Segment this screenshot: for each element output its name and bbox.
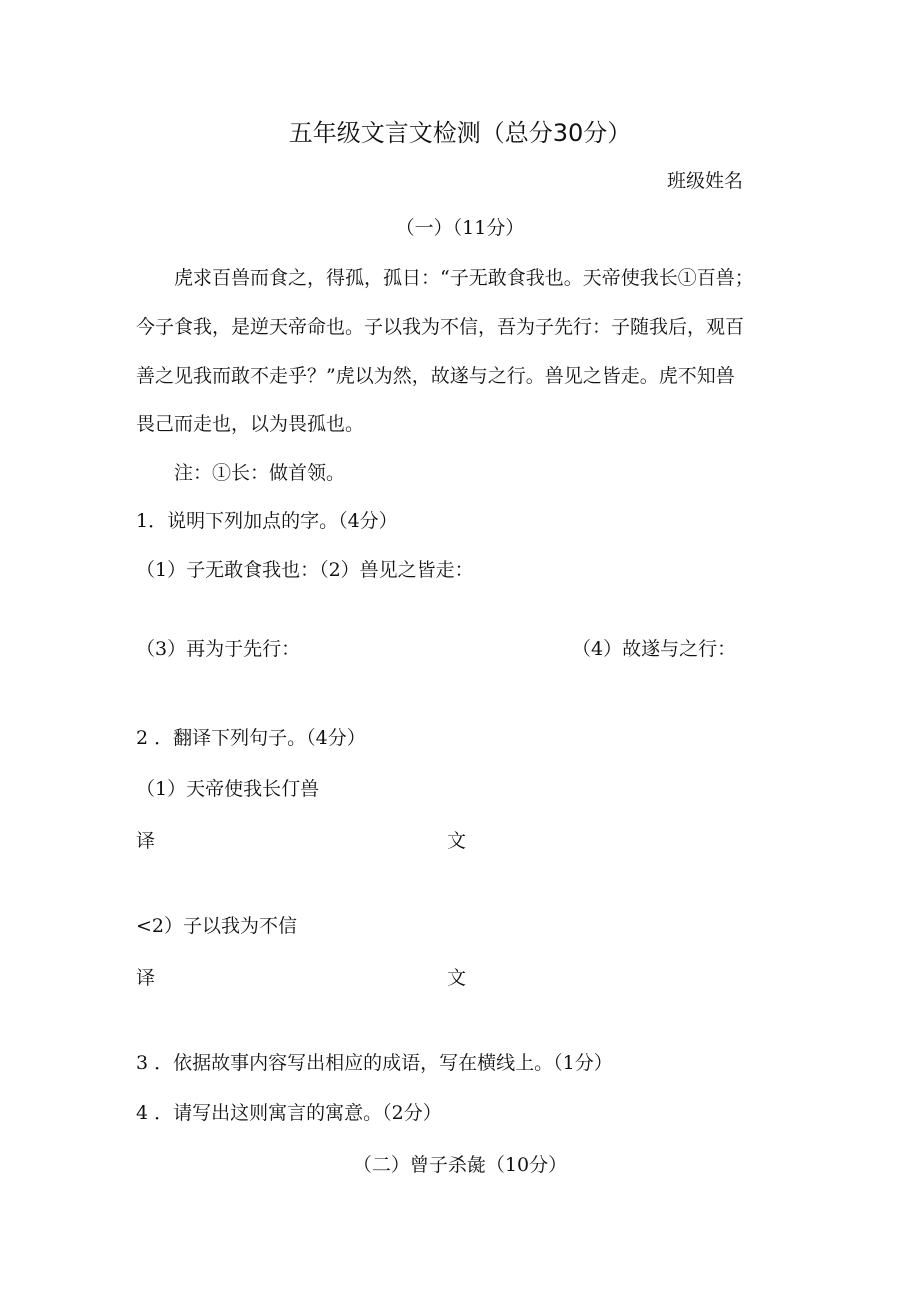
passage-line-4: 畏己而走也，以为畏孤也。: [136, 413, 365, 435]
question-4-stem: 4 ．请写出这则寓言的寓意。（2分）: [136, 1102, 442, 1124]
page-title: 五年级文言文检测（总分30分）: [288, 119, 632, 147]
question-2-item-1: （1）天帝使我长仃兽: [136, 778, 320, 800]
translation-label-right: 文: [447, 830, 467, 852]
translation-label-right-2: 文: [447, 967, 467, 989]
section1-heading: （一）（11分）: [395, 217, 525, 239]
question-1-items-1-2: （1）子无敢食我也：（2）兽见之皆走：: [136, 559, 474, 581]
question-1-item-4: （4）故遂与之行：: [572, 638, 737, 660]
passage-line-3: 善之见我而敢不走乎？”虎以为然，故遂与之行。兽见之皆走。虎不知兽: [136, 365, 735, 387]
passage-line-2: 今子食我，是逆天帝命也。子以我为不信，吾为子先行：子随我后，观百: [136, 316, 745, 338]
question-2-stem: 2 ．翻译下列句子。（4分）: [136, 727, 366, 749]
passage-line-1: 虎求百兽而食之，得孤，孤日：“子无敢食我也。天帝使我长①百兽；: [174, 267, 754, 289]
translation-label-left-2: 译: [136, 967, 156, 989]
translation-label-left: 译: [136, 830, 156, 852]
section2-heading: （二）曾子杀彘（10分）: [352, 1154, 568, 1176]
question-2-item-2: <2）子以我为不信: [136, 915, 298, 937]
class-name-label: 班级姓名: [667, 170, 744, 192]
question-3-stem: 3 ．依据故事内容写出相应的成语，写在横线上。（1分）: [136, 1052, 613, 1074]
passage-note: 注：①长：做首领。: [174, 462, 346, 484]
question-1-stem: 1．说明下列加点的字。（4分）: [136, 510, 398, 532]
question-1-item-3: （3）再为于先行：: [136, 638, 301, 660]
